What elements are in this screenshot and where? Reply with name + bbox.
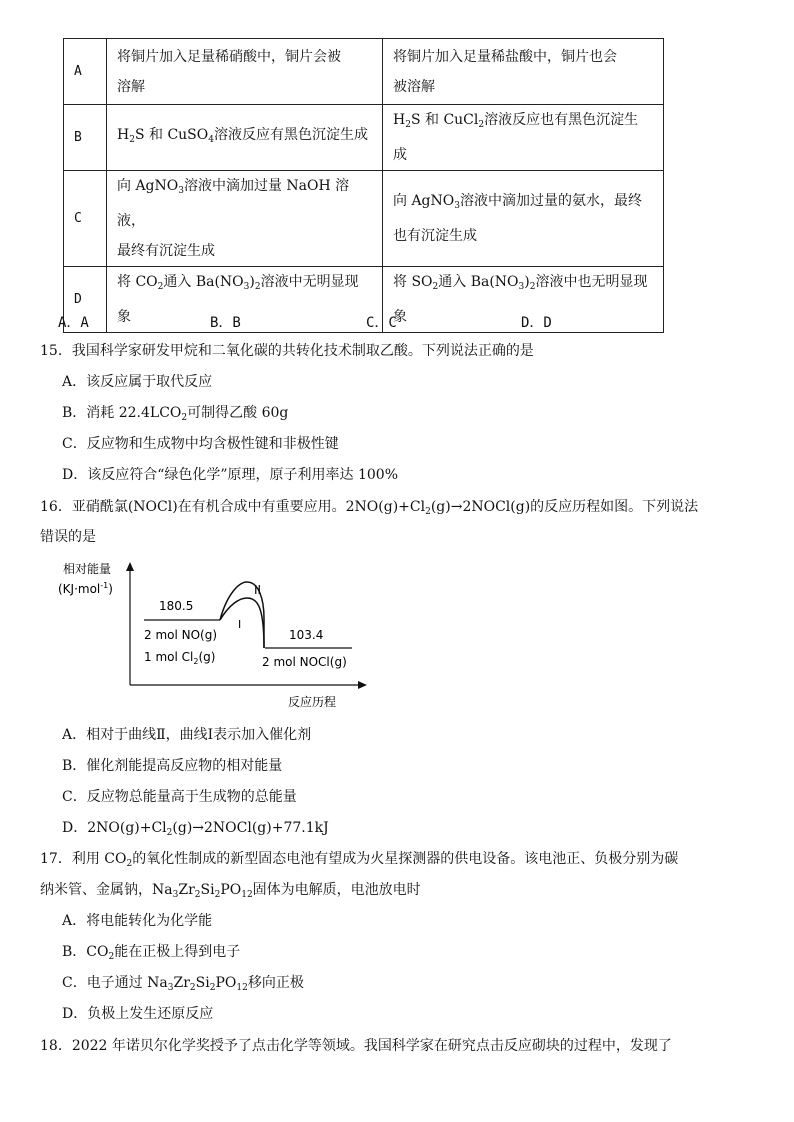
q16-option-d: D．$2NO(g)+Cl_2(g)\to 2NOCl(g)+77.1kJ$ bbox=[62, 820, 329, 838]
table-row bbox=[64, 267, 664, 333]
curve-i bbox=[220, 598, 264, 648]
reactant-no-label: 2 mol NO(g) bbox=[144, 628, 218, 642]
q15-option-c: C．反应物和生成物中均含极性键和非极性键 bbox=[62, 436, 339, 452]
q16-stem-line2: 错误的是 bbox=[40, 529, 96, 545]
table-cell: 将 $SO_2$通入 $Ba(NO_3)_2$溶液中也无明显现 象 bbox=[383, 267, 664, 333]
product-energy-value: 103.4 bbox=[289, 628, 324, 642]
table-cell: 向 AgNO$_3$溶液中滴加过量的氨水，最终 也有沉淀生成 bbox=[383, 171, 664, 267]
q15-stem: 15．我国科学家研发甲烷和二氧化碳的共转化技术制取乙酸。下列说法正确的是 bbox=[40, 343, 534, 359]
row-label: B bbox=[64, 105, 107, 171]
y-axis-unit: (KJ·mol$^{-1}$) bbox=[58, 581, 113, 596]
choice-a: A．A bbox=[58, 315, 89, 331]
y-axis-arrow bbox=[126, 562, 134, 571]
q17-option-d: D．负极上发生还原反应 bbox=[62, 1006, 214, 1022]
product-label: 2 mol NOCl(g) bbox=[262, 655, 347, 669]
table-cell: $H_2S$ 和 CuSO$_4$溶液反应有黑色沉淀生成 bbox=[107, 105, 383, 171]
table-cell: $H_2S$ 和 CuCl$_2$溶液反应也有黑色沉淀生 成 bbox=[383, 105, 664, 171]
reactant-energy-value: 180.5 bbox=[159, 599, 194, 613]
x-axis-label: 反应历程 bbox=[288, 695, 337, 709]
q15-option-a: A．该反应属于取代反应 bbox=[62, 374, 213, 390]
curve-i-label: I bbox=[238, 618, 242, 631]
q15-option-d: D．该反应符合“绿色化学”原理，原子利用率达 100% bbox=[62, 467, 399, 483]
row-label: C bbox=[64, 171, 107, 267]
row-label: A bbox=[64, 39, 107, 105]
row-label: D bbox=[64, 267, 107, 333]
q17-option-c: C．电子通过 $Na_3Zr_2Si_2PO_{12}$移向正极 bbox=[62, 975, 304, 993]
table-row bbox=[64, 105, 664, 171]
curve-ii-label: II bbox=[254, 583, 262, 597]
y-axis-label: 相对能量 bbox=[63, 562, 112, 576]
table-cell: 将铜片加入足量稀盐酸中，铜片也会 被溶解 bbox=[383, 39, 664, 105]
table-cell: 向 AgNO$_3$溶液中滴加过量 NaOH 溶液， 最终有沉淀生成 bbox=[107, 171, 383, 267]
reactant-cl2-label: 1 mol $Cl_2(g)$ bbox=[144, 650, 216, 666]
table-row bbox=[64, 171, 664, 267]
table-cell: 将铜片加入足量稀硝酸中，铜片会被 溶解 bbox=[107, 39, 383, 105]
q17-stem-line2: 纳米管、金属钠，$Na_3Zr_2Si_2PO_{12}$固体为电解质，电池放电时 bbox=[40, 882, 421, 900]
x-axis-arrow bbox=[358, 681, 367, 689]
q16-stem: 16．亚硝酰氯(NOCl)在有机合成中有重要应用。$2NO(g)+Cl_2(g)\to 2NOCl(g)$的反应历程如图。下列说法 bbox=[40, 499, 699, 517]
q16-option-c: C．反应物总能量高于生成物的总能量 bbox=[62, 789, 297, 805]
comparison-table bbox=[63, 38, 664, 333]
choice-d: D．D bbox=[521, 315, 552, 331]
q16-option-a: A．相对于曲线Ⅱ，曲线Ⅰ表示加入催化剂 bbox=[62, 727, 312, 743]
table-row bbox=[64, 39, 664, 105]
table-cell: 将 $CO_2$通入 $Ba(NO_3)_2$溶液中无明显现象 bbox=[107, 267, 383, 333]
q18-stem: 18．2022 年诺贝尔化学奖授予了点击化学等领域。我国科学家在研究点击反应砌块的过程中，发现了 bbox=[40, 1038, 672, 1054]
q17-option-b: B．$CO_2$能在正极上得到电子 bbox=[62, 944, 241, 962]
energy-diagram bbox=[55, 560, 385, 715]
q17-option-a: A．将电能转化为化学能 bbox=[62, 913, 213, 929]
q15-option-b: B．消耗 $22.4LCO_2$可制得乙酸 60g bbox=[62, 405, 289, 423]
q16-option-b: B．催化剂能提高反应物的相对能量 bbox=[62, 758, 283, 774]
q17-stem: 17．利用 $CO_2$的氧化性制成的新型固态电池有望成为火星探测器的供电设备。该电池正、负极分别为碳 bbox=[40, 851, 679, 869]
choice-c: C．C bbox=[366, 315, 397, 331]
choice-b: B．B bbox=[210, 315, 241, 331]
